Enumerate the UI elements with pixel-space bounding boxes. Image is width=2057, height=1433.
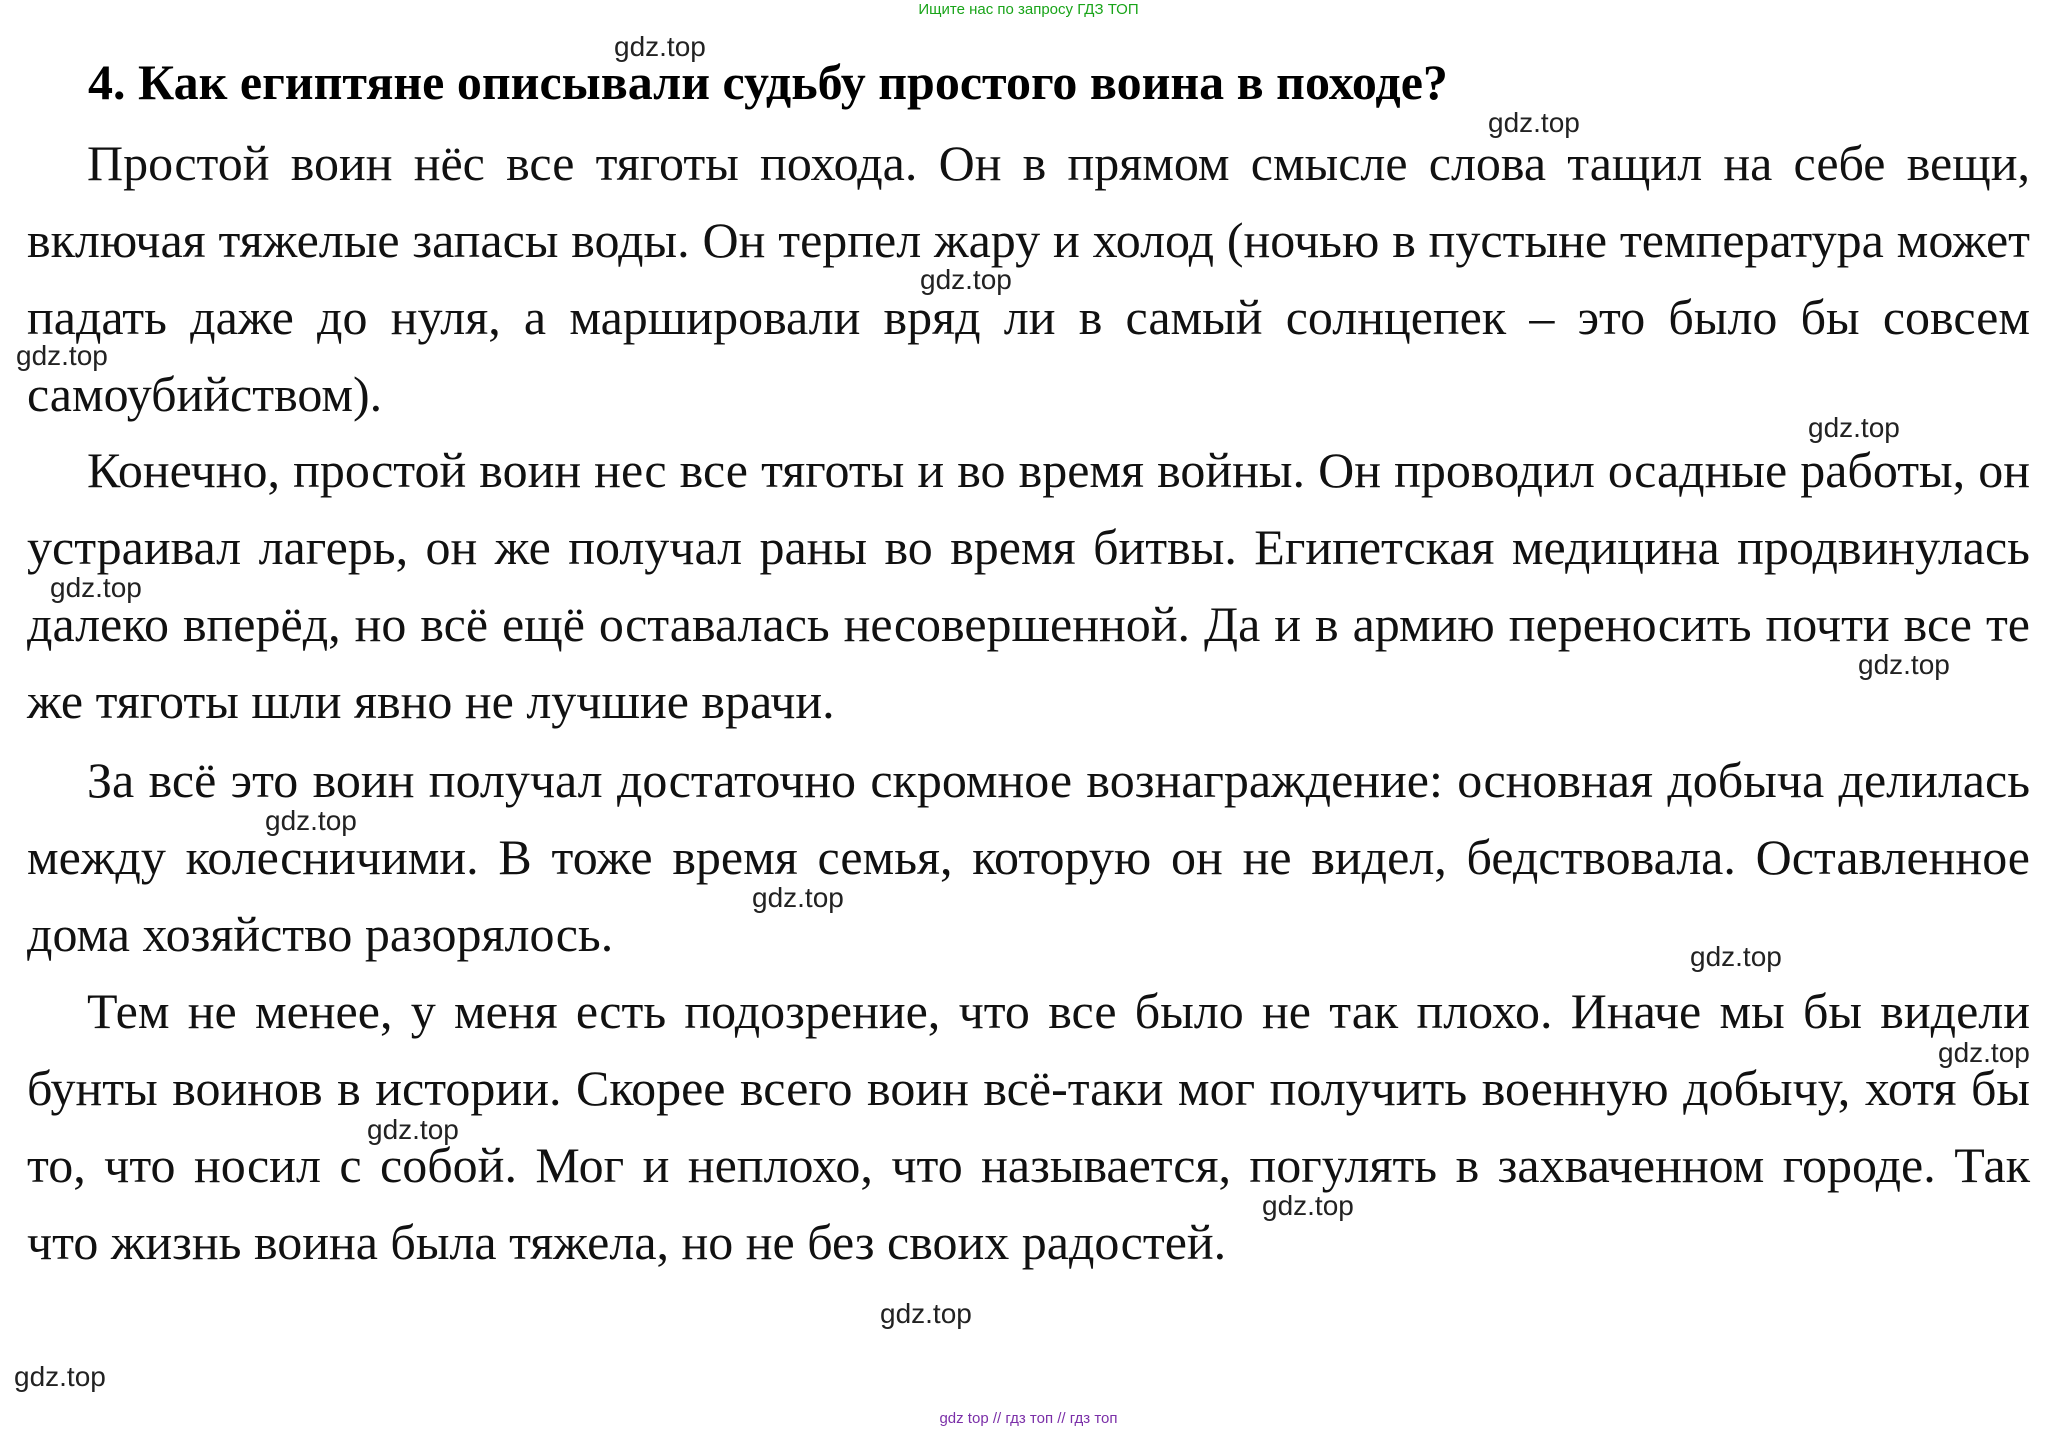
watermark: gdz.top <box>614 31 706 62</box>
paragraph-3: За всё это воин получал достаточно скромное вознаграждение: основная добыча делилась между колесничими. В тоже время семья, которую он не видел, бедствовала. Оставленное дома хозяйство разорялось. <box>27 752 2030 962</box>
footer-links-note[interactable]: gdz top // гдз топ // гдз топ <box>939 1410 1118 1427</box>
watermark: gdz.top <box>880 1298 972 1329</box>
paragraph-2: Конечно, простой воин нес все тяготы и во время войны. Он проводил осадные работы, он устраивал лагерь, он же получал раны во время битвы. Египетская медицина продвинулась далеко вперёд, но всё ещё оставалась несовершенной. Да и в армию переносить почти все те же тяготы шли явно не лучшие врачи. <box>27 442 2030 729</box>
search-note: Ищите нас по запросу ГДЗ ТОП <box>918 1 1139 18</box>
watermark: gdz.top <box>1262 1190 1354 1221</box>
watermark: gdz.top <box>265 805 357 836</box>
paragraph-4: Тем не менее, у меня есть подозрение, что все было не так плохо. Иначе мы бы видели бунты воинов в истории. Скорее всего воин всё-таки мог получить военную добычу, хотя бы то, что носил с собой. Мог и неплохо, что называется, погулять в захваченном городе. Так что жизнь воина была тяжела, но не без своих радостей. <box>27 983 2030 1270</box>
watermark: gdz.top <box>16 340 108 371</box>
watermark: gdz.top <box>920 264 1012 295</box>
watermark: gdz.top <box>1808 412 1900 443</box>
watermark: gdz.top <box>50 572 142 603</box>
watermark: gdz.top <box>14 1361 106 1392</box>
question-heading: 4. Как египтяне описывали судьбу простого воина в походе? <box>88 54 1448 110</box>
watermark: gdz.top <box>1858 649 1950 680</box>
watermark: gdz.top <box>1690 941 1782 972</box>
watermark: gdz.top <box>367 1114 459 1145</box>
watermark: gdz.top <box>1938 1037 2030 1068</box>
watermark: gdz.top <box>1488 107 1580 138</box>
paragraph-1: Простой воин нёс все тяготы похода. Он в прямом смысле слова тащил на себе вещи, включая тяжелые запасы воды. Он терпел жару и холод (ночью в пустыне температура может падать даже до нуля, а маршировали вряд ли в самый солнцепек – это было бы совсем самоубийством). <box>27 135 2030 422</box>
watermark: gdz.top <box>752 882 844 913</box>
